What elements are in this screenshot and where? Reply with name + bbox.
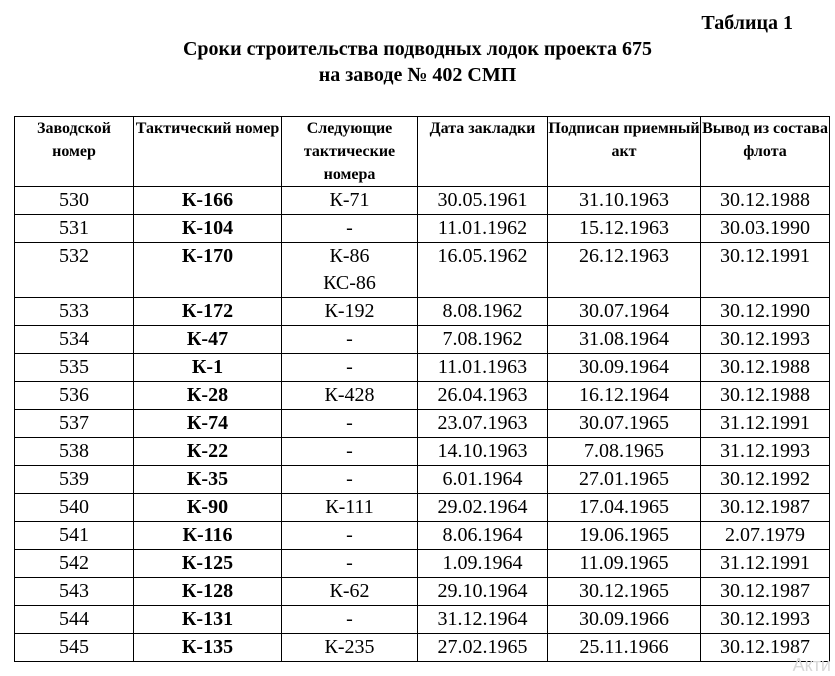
factory-number-cell: 540 bbox=[15, 494, 134, 522]
table-row bbox=[15, 243, 830, 298]
column-header-next-tactical-numbers: Следующие тактические номера bbox=[282, 117, 418, 187]
next-tactical-numbers-cell bbox=[282, 438, 418, 466]
next-tactical-numbers-cell bbox=[282, 578, 418, 606]
tactical-number-cell: К-135 bbox=[134, 634, 282, 662]
watermark: Акти bbox=[792, 655, 831, 675]
next-tactical-numbers-cell bbox=[282, 494, 418, 522]
decommission-date-cell: 30.12.1988 bbox=[701, 354, 830, 382]
submarine-construction-table bbox=[14, 116, 830, 662]
acceptance-date-cell: 17.04.1965 bbox=[548, 494, 701, 522]
table-row bbox=[15, 438, 830, 466]
decommission-date-cell: 30.12.1993 bbox=[701, 606, 830, 634]
factory-number-cell: 545 bbox=[15, 634, 134, 662]
acceptance-date-cell: 30.09.1964 bbox=[548, 354, 701, 382]
tactical-number-cell: К-35 bbox=[134, 466, 282, 494]
acceptance-date-cell: 19.06.1965 bbox=[548, 522, 701, 550]
next-tactical-numbers-cell bbox=[282, 326, 418, 354]
next-tactical-numbers-cell bbox=[282, 298, 418, 326]
table-body bbox=[15, 187, 830, 662]
column-header-decommissioned: Вывод из состава флота bbox=[701, 117, 830, 187]
table-row bbox=[15, 522, 830, 550]
table-row bbox=[15, 550, 830, 578]
table-row bbox=[15, 215, 830, 243]
acceptance-date-cell: 11.09.1965 bbox=[548, 550, 701, 578]
tactical-number-cell: К-128 bbox=[134, 578, 282, 606]
column-header-factory-number: Заводской номер bbox=[15, 117, 134, 187]
tactical-number-cell: К-125 bbox=[134, 550, 282, 578]
next-tactical-number: - bbox=[346, 217, 353, 239]
acceptance-date-cell: 7.08.1965 bbox=[548, 438, 701, 466]
table-row bbox=[15, 578, 830, 606]
factory-number-cell: 535 bbox=[15, 354, 134, 382]
next-tactical-number: К-111 bbox=[325, 496, 374, 518]
next-tactical-numbers-cell bbox=[282, 215, 418, 243]
table-row bbox=[15, 606, 830, 634]
factory-number-cell: 537 bbox=[15, 410, 134, 438]
laid-down-date-cell: 29.10.1964 bbox=[418, 578, 548, 606]
title-line-1: Сроки строительства подводных лодок проекта 675 bbox=[182, 38, 652, 60]
next-tactical-number: - bbox=[346, 608, 353, 630]
decommission-date-cell: 2.07.1979 bbox=[701, 522, 830, 550]
factory-number-cell: 543 bbox=[15, 578, 134, 606]
next-tactical-numbers-cell bbox=[282, 354, 418, 382]
next-tactical-number: - bbox=[346, 412, 353, 434]
next-tactical-number: К-235 bbox=[324, 636, 375, 658]
table-row bbox=[15, 298, 830, 326]
table-number-label: Таблица 1 bbox=[701, 12, 793, 34]
next-tactical-numbers-cell bbox=[282, 606, 418, 634]
document-title bbox=[0, 36, 835, 88]
factory-number-cell: 538 bbox=[15, 438, 134, 466]
decommission-date-cell: 30.12.1987 bbox=[701, 634, 830, 662]
laid-down-date-cell: 11.01.1962 bbox=[418, 215, 548, 243]
decommission-date-cell: 30.12.1993 bbox=[701, 326, 830, 354]
factory-number-cell: 533 bbox=[15, 298, 134, 326]
table-row bbox=[15, 382, 830, 410]
next-tactical-numbers-cell bbox=[282, 243, 418, 298]
next-tactical-number: КС-86 bbox=[323, 272, 376, 294]
decommission-date-cell: 30.12.1987 bbox=[701, 494, 830, 522]
tactical-number-cell: К-166 bbox=[134, 187, 282, 215]
laid-down-date-cell: 26.04.1963 bbox=[418, 382, 548, 410]
acceptance-date-cell: 30.12.1965 bbox=[548, 578, 701, 606]
decommission-date-cell: 31.12.1993 bbox=[701, 438, 830, 466]
factory-number-cell: 534 bbox=[15, 326, 134, 354]
next-tactical-number: К-71 bbox=[329, 189, 370, 211]
acceptance-date-cell: 30.09.1966 bbox=[548, 606, 701, 634]
decommission-date-cell: 30.12.1988 bbox=[701, 382, 830, 410]
tactical-number-cell: К-116 bbox=[134, 522, 282, 550]
laid-down-date-cell: 6.01.1964 bbox=[418, 466, 548, 494]
next-tactical-number: - bbox=[346, 356, 353, 378]
tactical-number-cell: К-104 bbox=[134, 215, 282, 243]
laid-down-date-cell: 23.07.1963 bbox=[418, 410, 548, 438]
tactical-number-cell: К-1 bbox=[134, 354, 282, 382]
next-tactical-number: - bbox=[346, 552, 353, 574]
tactical-number-cell: К-131 bbox=[134, 606, 282, 634]
laid-down-date-cell: 16.05.1962 bbox=[418, 243, 548, 298]
decommission-date-cell: 30.12.1992 bbox=[701, 466, 830, 494]
table-row bbox=[15, 494, 830, 522]
factory-number-cell: 532 bbox=[15, 243, 134, 298]
next-tactical-numbers-cell bbox=[282, 410, 418, 438]
laid-down-date-cell: 29.02.1964 bbox=[418, 494, 548, 522]
next-tactical-numbers-cell bbox=[282, 466, 418, 494]
column-header-acceptance-signed: Подписан приемный акт bbox=[548, 117, 701, 187]
decommission-date-cell: 30.12.1990 bbox=[701, 298, 830, 326]
table-row bbox=[15, 466, 830, 494]
tactical-number-cell: К-90 bbox=[134, 494, 282, 522]
laid-down-date-cell: 1.09.1964 bbox=[418, 550, 548, 578]
tactical-number-cell: К-170 bbox=[134, 243, 282, 298]
tactical-number-cell: К-22 bbox=[134, 438, 282, 466]
next-tactical-numbers-cell bbox=[282, 382, 418, 410]
decommission-date-cell: 30.12.1988 bbox=[701, 187, 830, 215]
acceptance-date-cell: 30.07.1964 bbox=[548, 298, 701, 326]
laid-down-date-cell: 31.12.1964 bbox=[418, 606, 548, 634]
decommission-date-cell: 30.12.1987 bbox=[701, 578, 830, 606]
table-row bbox=[15, 634, 830, 662]
laid-down-date-cell: 8.06.1964 bbox=[418, 522, 548, 550]
decommission-date-cell: 31.12.1991 bbox=[701, 410, 830, 438]
table-row bbox=[15, 326, 830, 354]
next-tactical-number: - bbox=[346, 468, 353, 490]
tactical-number-cell: К-28 bbox=[134, 382, 282, 410]
decommission-date-cell: 30.03.1990 bbox=[701, 215, 830, 243]
next-tactical-numbers-cell bbox=[282, 634, 418, 662]
laid-down-date-cell: 27.02.1965 bbox=[418, 634, 548, 662]
next-tactical-number: К-86 bbox=[329, 245, 370, 267]
tactical-number-cell: К-172 bbox=[134, 298, 282, 326]
acceptance-date-cell: 16.12.1964 bbox=[548, 382, 701, 410]
factory-number-cell: 544 bbox=[15, 606, 134, 634]
acceptance-date-cell: 31.10.1963 bbox=[548, 187, 701, 215]
factory-number-cell: 541 bbox=[15, 522, 134, 550]
decommission-date-cell: 31.12.1991 bbox=[701, 550, 830, 578]
tactical-number-cell: К-47 bbox=[134, 326, 282, 354]
table-row bbox=[15, 187, 830, 215]
factory-number-cell: 542 bbox=[15, 550, 134, 578]
next-tactical-number: - bbox=[346, 524, 353, 546]
table-row bbox=[15, 354, 830, 382]
tactical-number-cell: К-74 bbox=[134, 410, 282, 438]
laid-down-date-cell: 8.08.1962 bbox=[418, 298, 548, 326]
factory-number-cell: 536 bbox=[15, 382, 134, 410]
acceptance-date-cell: 31.08.1964 bbox=[548, 326, 701, 354]
table-header-row bbox=[15, 117, 830, 187]
decommission-date-cell: 30.12.1991 bbox=[701, 243, 830, 298]
table-row bbox=[15, 410, 830, 438]
next-tactical-numbers-cell bbox=[282, 187, 418, 215]
next-tactical-number: К-62 bbox=[329, 580, 370, 602]
acceptance-date-cell: 26.12.1963 bbox=[548, 243, 701, 298]
next-tactical-number: К-428 bbox=[324, 384, 375, 406]
laid-down-date-cell: 7.08.1962 bbox=[418, 326, 548, 354]
acceptance-date-cell: 30.07.1965 bbox=[548, 410, 701, 438]
next-tactical-numbers-cell bbox=[282, 550, 418, 578]
acceptance-date-cell: 27.01.1965 bbox=[548, 466, 701, 494]
next-tactical-number: - bbox=[346, 440, 353, 462]
laid-down-date-cell: 30.05.1961 bbox=[418, 187, 548, 215]
factory-number-cell: 531 bbox=[15, 215, 134, 243]
next-tactical-number: - bbox=[346, 328, 353, 350]
acceptance-date-cell: 25.11.1966 bbox=[548, 634, 701, 662]
laid-down-date-cell: 14.10.1963 bbox=[418, 438, 548, 466]
next-tactical-numbers-cell bbox=[282, 522, 418, 550]
title-line-2: на заводе № 402 СМП bbox=[318, 64, 517, 86]
acceptance-date-cell: 15.12.1963 bbox=[548, 215, 701, 243]
factory-number-cell: 539 bbox=[15, 466, 134, 494]
next-tactical-number: К-192 bbox=[324, 300, 375, 322]
column-header-tactical-number: Тактический номер bbox=[134, 117, 282, 187]
laid-down-date-cell: 11.01.1963 bbox=[418, 354, 548, 382]
factory-number-cell: 530 bbox=[15, 187, 134, 215]
column-header-laid-down-date: Дата закладки bbox=[418, 117, 548, 187]
